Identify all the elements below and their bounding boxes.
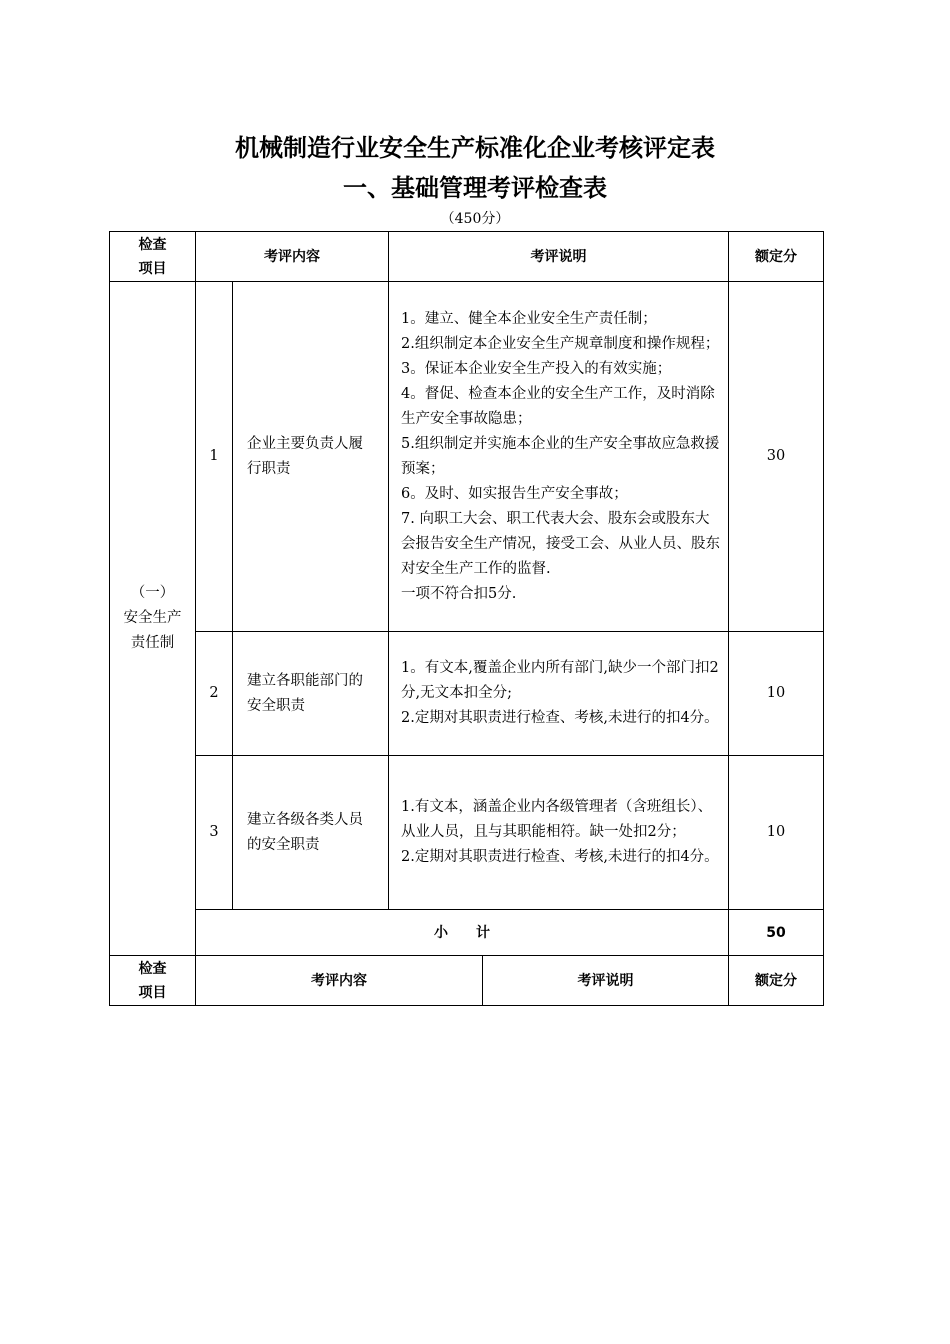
row-number: 2 bbox=[196, 632, 233, 756]
table-row bbox=[110, 282, 824, 632]
row-number: 1 bbox=[196, 282, 233, 632]
document-subtitle: 一、基础管理考评检查表 bbox=[343, 174, 607, 202]
subtotal-row bbox=[110, 910, 824, 956]
document-title: 机械制造行业安全生产标准化企业考核评定表 bbox=[235, 134, 715, 162]
row-score: 10 bbox=[729, 632, 824, 756]
table-header-row bbox=[110, 232, 824, 282]
row-score: 10 bbox=[729, 756, 824, 910]
header-content: 考评内容 bbox=[196, 232, 389, 282]
header-score: 额定分 bbox=[729, 956, 824, 1006]
row-desc: 1.有文本，涵盖企业内各级管理者（含班组长）、从业人员，且与其职能相符。缺一处扣2分； 2.定期对其职责进行检查、考核,未进行的扣4分。 bbox=[389, 756, 729, 910]
row-number: 3 bbox=[196, 756, 233, 910]
header-content: 考评内容 bbox=[196, 956, 483, 1006]
table-row bbox=[110, 756, 824, 910]
header-score: 额定分 bbox=[729, 232, 824, 282]
subtotal-label: 小 计 bbox=[196, 910, 729, 956]
row-desc: 1。有文本,覆盖企业内所有部门,缺少一个部门扣2分,无文本扣全分; 2.定期对其职责进行检查、考核,未进行的扣4分。 bbox=[389, 632, 729, 756]
header-item: 检查 项目 bbox=[110, 232, 196, 282]
table-row bbox=[110, 632, 824, 756]
row-content: 建立各级各类人员的安全职责 bbox=[233, 756, 389, 910]
row-desc: 1。建立、健全本企业安全生产责任制； 2.组织制定本企业安全生产规章制度和操作规程； 3。保证本企业安全生产投入的有效实施； 4。督促、检查本企业的安全生产工作，及时消除生产安全事故隐患； 5.组织制定并实施本企业的生产安全事故应急救援预案； 6。及时、如实报告生产安全事故； 7. 向职工大会、职工代表大会、股东会或股东大会报告安全生产情况，接受工会、从业人员、股东对安全生产工作的监督. 一项不符合扣5分. bbox=[389, 282, 729, 632]
header-desc: 考评说明 bbox=[389, 232, 729, 282]
evaluation-table bbox=[109, 231, 824, 1006]
total-score: （450分） bbox=[440, 211, 510, 227]
row-score: 30 bbox=[729, 282, 824, 632]
header-desc: 考评说明 bbox=[483, 956, 729, 1006]
row-content: 建立各职能部门的安全职责 bbox=[233, 632, 389, 756]
row-content: 企业主要负责人履行职责 bbox=[233, 282, 389, 632]
table-header-row-repeat bbox=[110, 956, 824, 1006]
section-label: （一） 安全生产 责任制 bbox=[110, 282, 196, 956]
subtotal-score: 50 bbox=[729, 910, 824, 956]
header-item: 检查 项目 bbox=[110, 956, 196, 1006]
